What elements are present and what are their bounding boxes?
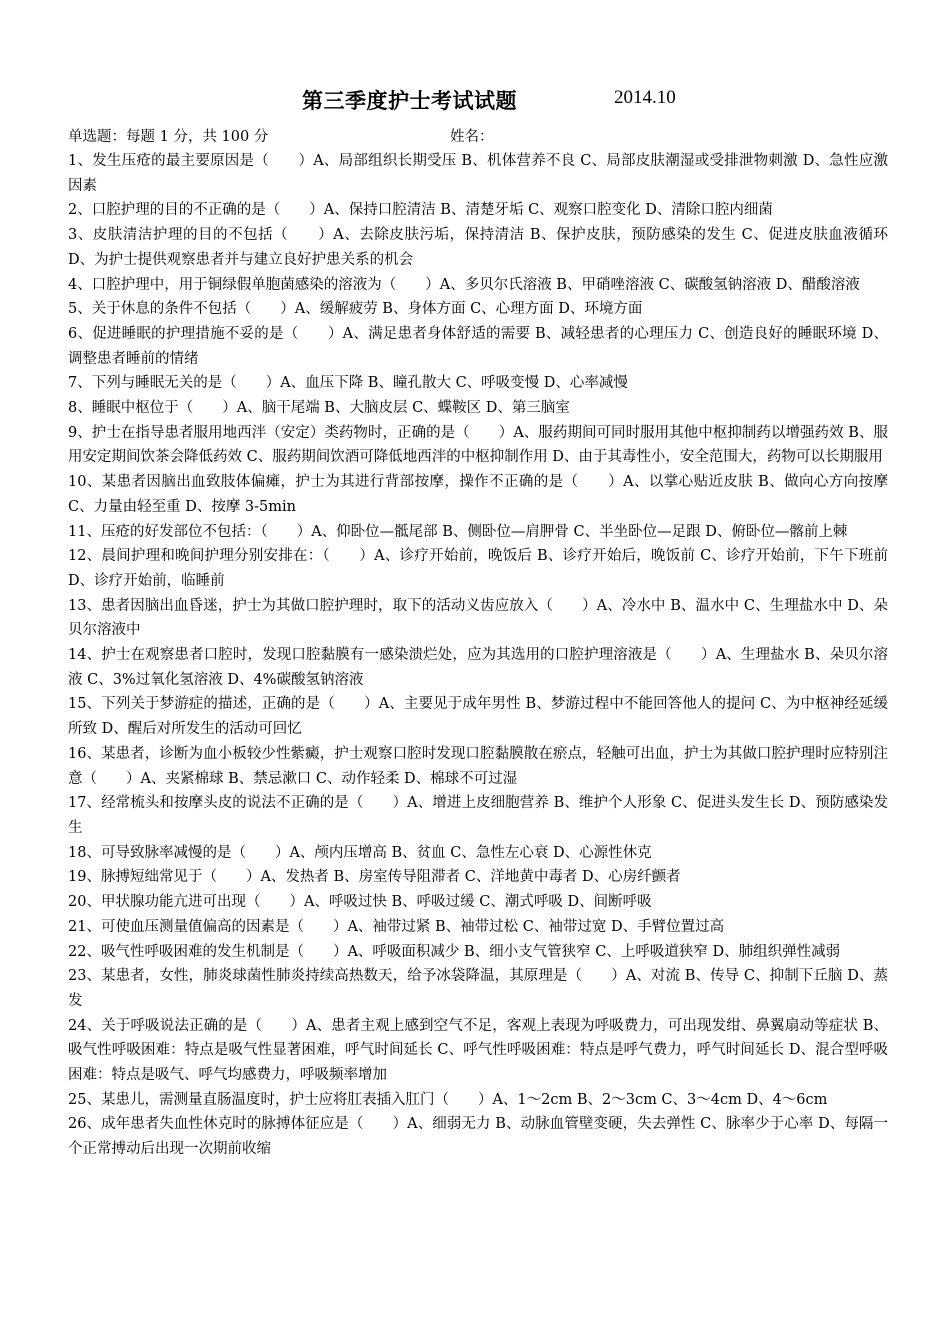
question-item: 14、护士在观察患者口腔时，发现口腔黏膜有一感染溃烂处，应为其选用的口腔护理溶液是（ ）A、生理盐水 B、朵贝尔溶液 C、3%过氧化氢溶液 D、4%碳酸氢钠溶液 (68, 647, 888, 688)
question-item: 7、下列与睡眠无关的是（ ）A、血压下降 B、瞳孔散大 C、呼吸变慢 D、心率减慢 (68, 375, 628, 392)
question-item: 20、甲状腺功能亢进可出现（ ）A、呼吸过快 B、呼吸过缓 C、潮式呼吸 D、间断呼吸 (68, 894, 652, 911)
question-item: 24、关于呼吸说法正确的是（ ）A、患者主观上感到空气不足，客观上表现为呼吸费力，可出现发绀、鼻翼扇动等症状 B、吸气性呼吸困难：特点是吸气性显著困难，呼气时间延长 C、呼气性呼吸困难：特点是呼气费力，呼气时间延长 D、混合型呼吸困难：特点是吸气、呼气均感费力，呼吸频率增加 (68, 1017, 888, 1084)
question-item: 8、睡眠中枢位于（ ）A、脑干尾端 B、大脑皮层 C、蝶鞍区 D、第三脑室 (68, 400, 570, 417)
question-item: 13、患者因脑出血昏迷，护士为其做口腔护理时，取下的活动义齿应放入（ ）A、冷水中 B、温水中 C、生理盐水中 D、朵贝尔溶液中 (68, 597, 888, 639)
question-item: 10、某患者因脑出血致肢体偏瘫，护士为其进行背部按摩，操作不正确的是（ ）A、以掌心贴近皮肤 B、做向心方向按摩 C、力量由轻至重 D、按摩 3-5min (68, 474, 888, 515)
title-row (68, 85, 888, 125)
question-item: 11、压疮的好发部位不包括：（ ）A、仰卧位—骶尾部 B、侧卧位—肩胛骨 C、半坐卧位—足跟 D、俯卧位—髂前上棘 (68, 523, 848, 540)
question-item: 2、口腔护理的目的不正确的是（ ）A、保持口腔清洁 B、清楚牙垢 C、观察口腔变化 D、清除口腔内细菌 (68, 202, 773, 219)
name-label: 姓名： (450, 129, 494, 145)
question-item: 1、发生压疮的最主要原因是（ ）A、局部组织长期受压 B、机体营养不良 C、局部皮肤潮湿或受排泄物刺激 D、急性应激因素 (68, 153, 888, 194)
question-item: 3、皮肤清洁护理的目的不包括（ ）A、去除皮肤污垢，保持清洁 B、保护皮肤，预防感染的发生 C、促进皮肤血液循环 D、为护士提供观察患者并与建立良好护患关系的机会 (68, 227, 888, 268)
page-title: 第三季度护士考试试题 (302, 88, 517, 113)
instructions-row (68, 125, 888, 149)
question-item: 9、护士在指导患者服用地西泮（安定）类药物时，正确的是（ ）A、服药期间可同时服用其他中枢抑制药以增强药效 B、服用安定期间饮茶会降低药效 C、服药期间饮酒可降低地西泮的中枢抑制作用 D、由于其毒性小，安全范围大，药物可以长期服用 (68, 424, 888, 466)
question-list (68, 149, 888, 1162)
question-item: 25、某患儿，需测量直肠温度时，护士应将肛表插入肛门（ ）A、1～2cm B、2～3cm C、3～4cm D、4～6cm (68, 1091, 828, 1108)
question-item: 22、吸气性呼吸困难的发生机制是（ ）A、呼吸面积减少 B、细小支气管狭窄 C、上呼吸道狭窄 D、肺组织弹性减弱 (68, 943, 841, 960)
question-item: 12、晨间护理和晚间护理分别安排在：（ ）A、诊疗开始前，晚饭后 B、诊疗开始后，晚饭前 C、诊疗开始前，下午下班前 D、诊疗开始前，临睡前 (68, 548, 888, 589)
exam-date: 2014.10 (614, 87, 676, 108)
question-item: 5、关于休息的条件不包括（ ）A、缓解疲劳 B、身体方面 C、心理方面 D、环境方面 (68, 301, 643, 318)
question-item: 26、成年患者失血性休克时的脉搏体征应是（ ）A、细弱无力 B、动脉血管壁变硬，失去弹性 C、脉率少于心率 D、每隔一个正常搏动后出现一次期前收缩 (68, 1116, 888, 1158)
question-item: 23、某患者，女性，肺炎球菌性肺炎持续高热数天，给予冰袋降温，其原理是（ ）A、对流 B、传导 C、抑制下丘脑 D、蒸发 (68, 968, 888, 1009)
question-item: 16、某患者，诊断为血小板较少性紫癜，护士观察口腔时发现口腔黏膜散在瘀点，轻触可出血，护士为其做口腔护理时应特别注意（ ）A、夹紧棉球 B、禁忌漱口 C、动作轻柔 D、棉球不可过湿 (68, 745, 888, 787)
question-item: 4、口腔护理中，用于铜绿假单胞菌感染的溶液为（ ）A、多贝尔氏溶液 B、甲硝唑溶液 C、碳酸氢钠溶液 D、醋酸溶液 (68, 276, 860, 293)
question-item: 17、经常梳头和按摩头皮的说法不正确的是（ ）A、增进上皮细胞营养 B、维护个人形象 C、促进头发生长 D、预防感染发生 (68, 795, 888, 836)
instructions-text: 单选题：每题 1 分，共 100 分 (68, 129, 269, 145)
question-item: 6、促进睡眠的护理措施不妥的是（ ）A、满足患者身体舒适的需要 B、减轻患者的心理压力 C、创造良好的睡眠环境 D、调整患者睡前的情绪 (68, 325, 888, 367)
exam-page (68, 85, 888, 1162)
question-item: 18、可导致脉率减慢的是（ ）A、颅内压增高 B、贫血 C、急性左心衰 D、心源性休克 (68, 844, 652, 861)
question-item: 19、脉搏短绌常见于（ ）A、发热者 B、房室传导阻滞者 C、洋地黄中毒者 D、心房纤颤者 (68, 869, 681, 886)
question-item: 21、可使血压测量值偏高的因素是（ ）A、袖带过紧 B、袖带过松 C、袖带过宽 D、手臂位置过高 (68, 918, 725, 935)
question-item: 15、下列关于梦游症的描述，正确的是（ ）A、主要见于成年男性 B、梦游过程中不能回答他人的提问 C、为中枢神经延缓所致 D、醒后对所发生的活动可回忆 (68, 696, 888, 738)
